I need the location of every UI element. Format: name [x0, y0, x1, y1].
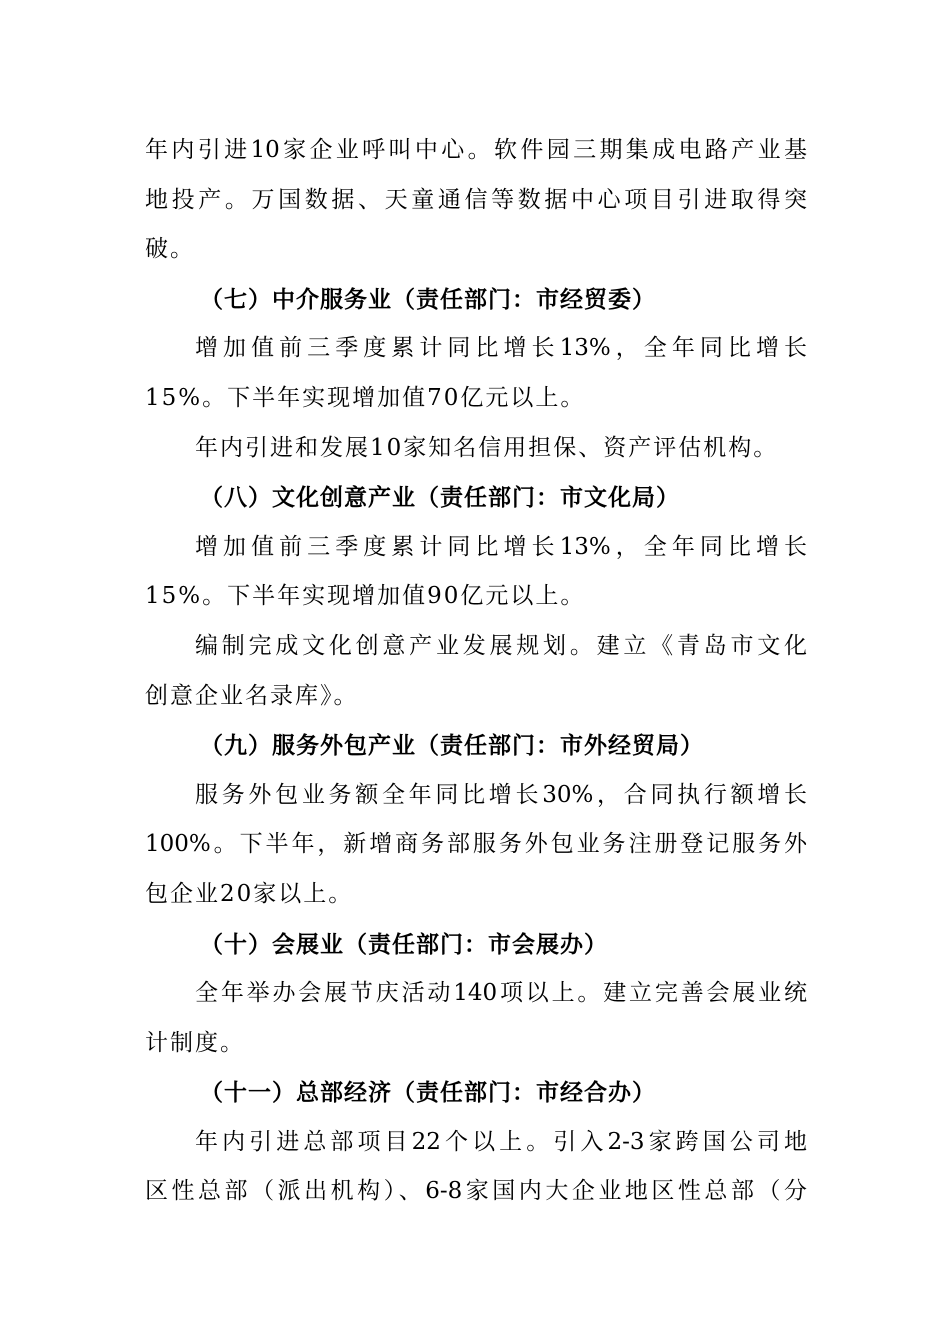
- body-line: 15%。下半年实现增加值70亿元以上。: [145, 384, 586, 411]
- body-line: 创意企业名录库》。: [145, 682, 359, 709]
- body-line: 全年举办会展节庆活动140项以上。建立完善会展业统: [195, 980, 807, 1007]
- body-line: 15%。下半年实现增加值90亿元以上。: [145, 583, 586, 610]
- document-page: [145, 126, 807, 1217]
- body-line: 区性总部（派出机构）、6-8家国内大企业地区性总部（分: [145, 1178, 807, 1205]
- section-heading-7: （七）中介服务业（责任部门：市经贸委）: [200, 285, 656, 313]
- body-line: 破。: [145, 236, 195, 263]
- body-line: 包企业20家以上。: [145, 880, 354, 907]
- section-heading-9: （九）服务外包产业（责任部门：市外经贸局）: [200, 732, 704, 760]
- body-line: 计制度。: [145, 1029, 245, 1056]
- body-line: 地投产。万国数据、天童通信等数据中心项目引进取得突: [145, 186, 807, 213]
- section-heading-10: （十）会展业（责任部门：市会展办）: [200, 930, 608, 958]
- section-heading-8: （八）文化创意产业（责任部门：市文化局）: [200, 484, 680, 512]
- body-line: 编制完成文化创意产业发展规划。建立《青岛市文化: [195, 632, 807, 659]
- body-line: 年内引进总部项目22个以上。引入2-3家跨国公司地: [195, 1128, 807, 1155]
- body-line: 100%。下半年，新增商务部服务外包业务注册登记服务外: [145, 831, 807, 858]
- body-line: 年内引进和发展10家知名信用担保、资产评估机构。: [195, 434, 779, 461]
- body-line: 年内引进10家企业呼叫中心。软件园三期集成电路产业基: [145, 137, 807, 163]
- body-line: 增加值前三季度累计同比增长13%，全年同比增长: [195, 335, 807, 362]
- body-line: 增加值前三季度累计同比增长13%，全年同比增长: [195, 533, 807, 560]
- body-line: 服务外包业务额全年同比增长30%，合同执行额增长: [195, 781, 807, 808]
- section-heading-11: （十一）总部经济（责任部门：市经合办）: [200, 1079, 656, 1107]
